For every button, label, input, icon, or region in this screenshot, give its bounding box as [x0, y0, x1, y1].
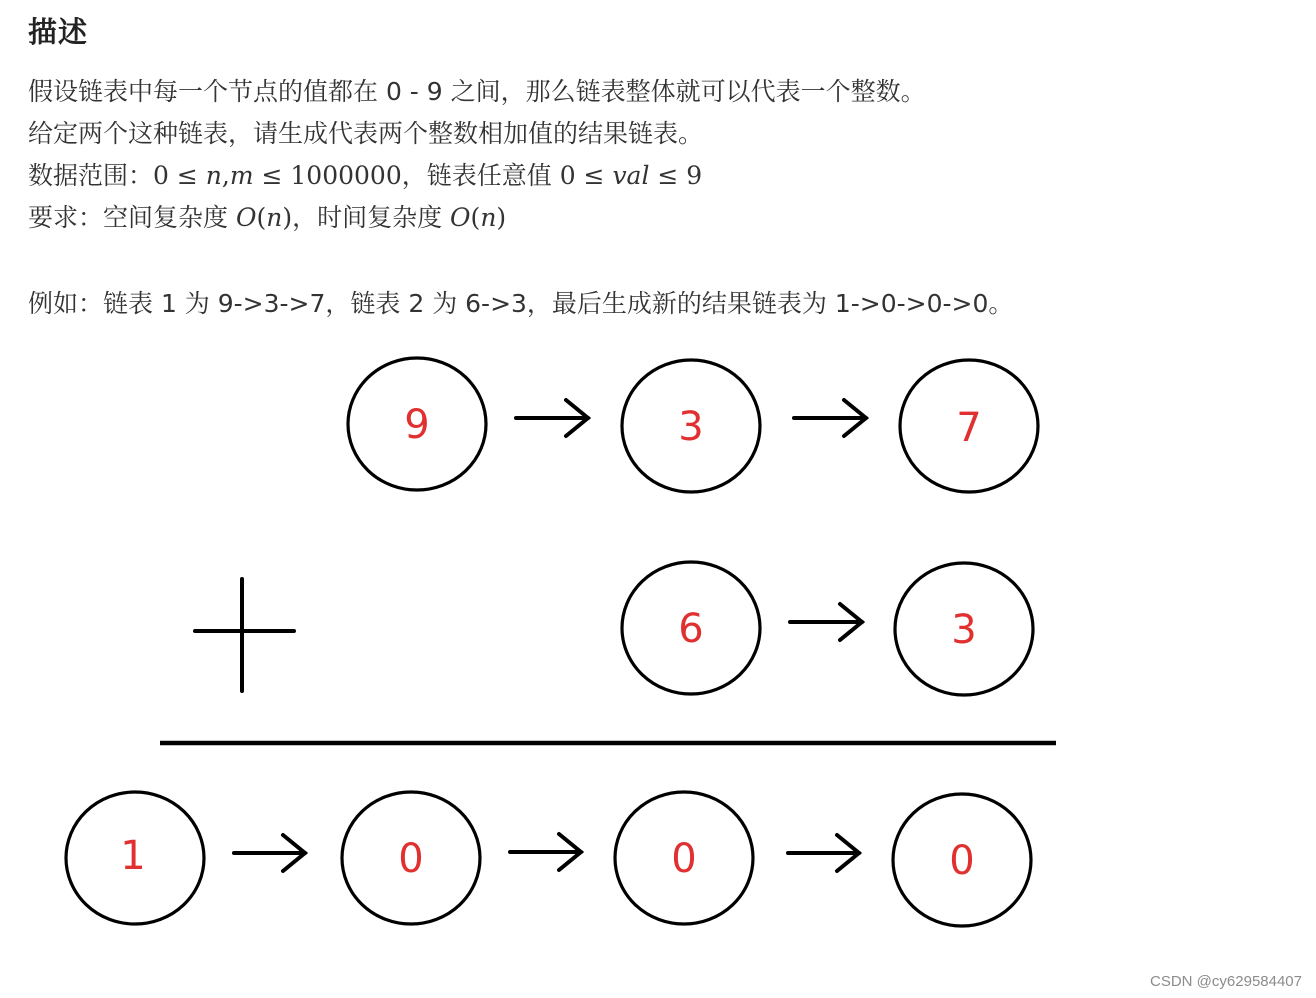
arrow-icon [234, 835, 305, 871]
result-node-1-value: 0 [398, 836, 424, 882]
result-node-0-value: 1 [120, 833, 146, 879]
csdn-watermark: CSDN @cy629584407 [1150, 973, 1302, 990]
list1-node-0 [348, 358, 486, 490]
result-node-3 [893, 794, 1031, 926]
range-label: 数据范围： [28, 161, 154, 190]
list1-node-1-value: 3 [678, 404, 704, 450]
arrow-icon [516, 400, 588, 436]
range-formula-1: 0 ≤ n,m ≤ 1000000 [153, 161, 402, 190]
space-complexity-formula: O(n) [235, 203, 293, 232]
list2-node-0 [622, 562, 760, 694]
time-complexity-formula: O(n) [450, 203, 507, 232]
result-node-1 [342, 792, 480, 924]
plus-icon [195, 579, 294, 691]
list1-node-0-value: 9 [404, 402, 430, 448]
result-node-2-value: 0 [671, 836, 697, 882]
example-line: 例如：链表 1 为 9->3->7，链表 2 为 6->3，最后生成新的结果链表为 1->0->0->0。 [28, 289, 1014, 318]
result-node-2 [615, 792, 753, 924]
arrow-icon [790, 604, 862, 640]
list2-node-1 [895, 563, 1033, 695]
list1-node-2 [900, 360, 1038, 492]
requirement-label: 要求：空间复杂度 [28, 203, 236, 232]
result-node-0 [66, 792, 204, 924]
result-node-3-value: 0 [949, 838, 975, 884]
description-line-2: 给定两个这种链表，请生成代表两个整数相加值的结果链表。 [28, 119, 704, 148]
range-formula-2: 0 ≤ val ≤ 9 [559, 161, 703, 190]
list1-node-1 [622, 360, 760, 492]
arrow-icon [510, 834, 581, 870]
list2-node-0-value: 6 [678, 606, 704, 652]
requirement-mid-text: ，时间复杂度 [292, 203, 451, 232]
list2-node-1-value: 3 [951, 607, 977, 653]
arrow-icon [794, 400, 866, 436]
list1-node-2-value: 7 [956, 405, 982, 451]
section-title: 描述 [28, 15, 89, 49]
arrow-icon [788, 835, 859, 871]
description-line-1: 假设链表中每一个节点的值都在 0 - 9 之间，那么链表整体就可以代表一个整数。 [28, 77, 926, 106]
range-mid-text: ，链表任意值 [401, 161, 560, 190]
